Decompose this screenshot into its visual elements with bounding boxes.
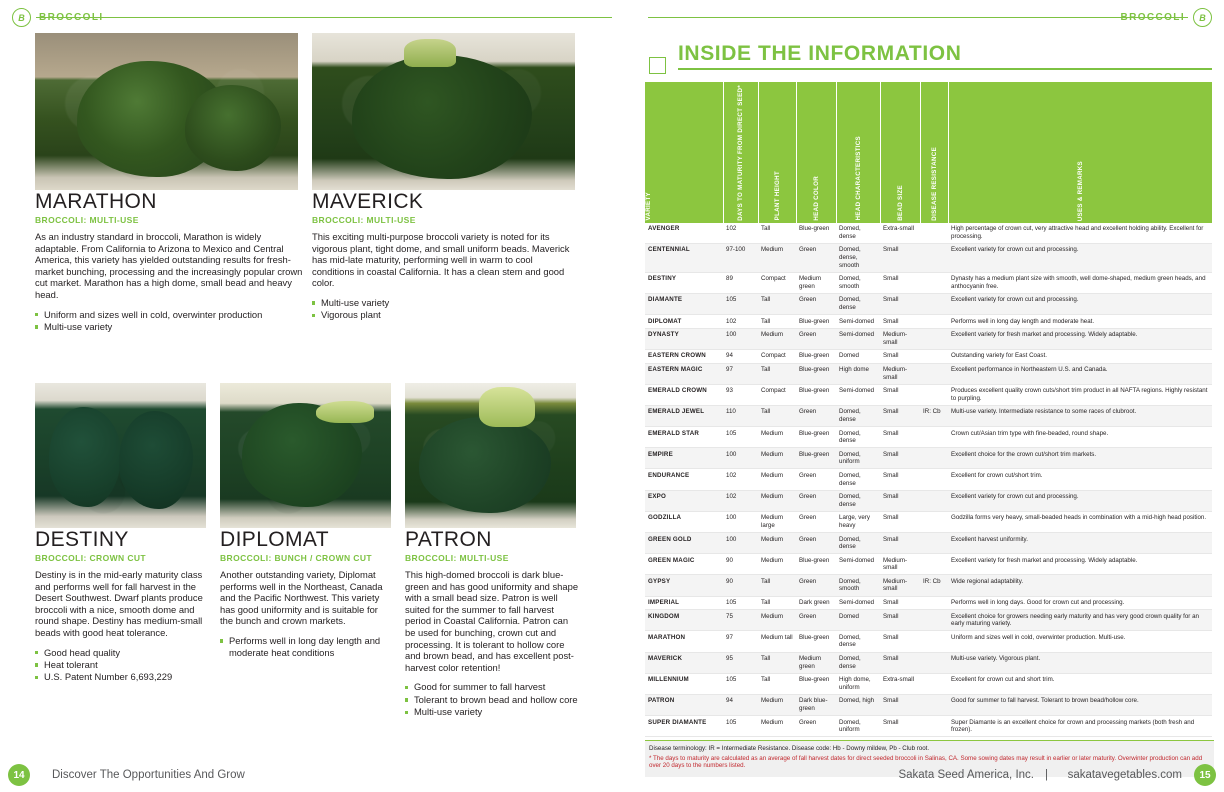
variety-bullets bbox=[312, 297, 577, 322]
cell bbox=[920, 243, 948, 272]
cell: Excellent variety for crown cut and processing. bbox=[948, 243, 1212, 272]
cell: 100 bbox=[723, 511, 758, 532]
col-days-to-maturity: DAYS TO MATURITY FROM DIRECT SEED* bbox=[723, 82, 758, 223]
table-row bbox=[645, 384, 1212, 405]
cell bbox=[920, 272, 948, 293]
cell: Small bbox=[880, 349, 920, 363]
cell-variety: CENTENNIAL bbox=[645, 243, 723, 272]
list-item: Performs well in long day length and moderate heat conditions bbox=[220, 635, 392, 660]
cell-variety: IMPERIAL bbox=[645, 596, 723, 610]
cell: Domed, dense bbox=[836, 405, 880, 426]
cell-variety: MARATHON bbox=[645, 631, 723, 652]
list-item: Heat tolerant bbox=[35, 659, 207, 671]
cell: 102 bbox=[723, 469, 758, 490]
cell-variety: AVENGER bbox=[645, 223, 723, 244]
cell: 95 bbox=[723, 652, 758, 673]
cell: 105 bbox=[723, 716, 758, 737]
cell: Medium bbox=[758, 448, 796, 469]
cell: Domed, dense bbox=[836, 490, 880, 511]
cell: Small bbox=[880, 716, 920, 737]
variety-bullets bbox=[35, 647, 207, 684]
cell: Green bbox=[796, 575, 836, 596]
variety-subtitle: BROCCOLI: MULTI-USE bbox=[35, 215, 139, 225]
cell: Blue-green bbox=[796, 554, 836, 575]
cell: 90 bbox=[723, 575, 758, 596]
cell: Domed, dense bbox=[836, 533, 880, 554]
col-head-color: HEAD COLOR bbox=[796, 82, 836, 223]
cell: Small bbox=[880, 533, 920, 554]
cell-variety: EXPO bbox=[645, 490, 723, 511]
cell: Excellent harvest uniformity. bbox=[948, 533, 1212, 554]
cell: Excellent variety for crown cut and processing. bbox=[948, 490, 1212, 511]
cell: Domed, smooth bbox=[836, 575, 880, 596]
col-plant-height: PLANT HEIGHT bbox=[758, 82, 796, 223]
footer-tagline: Discover The Opportunities And Grow bbox=[52, 769, 245, 781]
col-uses-remarks: USES & REMARKS bbox=[948, 82, 1212, 223]
cell: Domed bbox=[836, 349, 880, 363]
table-row bbox=[645, 349, 1212, 363]
footer-website[interactable]: sakatavegetables.com bbox=[1067, 769, 1182, 781]
cell-variety: EMERALD STAR bbox=[645, 427, 723, 448]
table-row bbox=[645, 652, 1212, 673]
table-row bbox=[645, 427, 1212, 448]
cell: Super Diamante is an excellent choice for crown and processing markets (both fresh and frozen). bbox=[948, 716, 1212, 737]
cell: Medium bbox=[758, 328, 796, 349]
cell: Blue-green bbox=[796, 631, 836, 652]
cell: Domed, dense bbox=[836, 652, 880, 673]
cell bbox=[920, 349, 948, 363]
variety-name: DIPLOMAT bbox=[220, 528, 329, 551]
variety-name: MAVERICK bbox=[312, 190, 424, 213]
cell: Green bbox=[796, 469, 836, 490]
cell: Small bbox=[880, 652, 920, 673]
cell: Medium bbox=[758, 427, 796, 448]
cell: Small bbox=[880, 469, 920, 490]
cell: Tall bbox=[758, 363, 796, 384]
cell: Tall bbox=[758, 596, 796, 610]
cell bbox=[920, 631, 948, 652]
table-row bbox=[645, 575, 1212, 596]
cell: Tall bbox=[758, 223, 796, 244]
cell: 89 bbox=[723, 272, 758, 293]
cell: High dome, uniform bbox=[836, 673, 880, 694]
variety-description: This exciting multi-purpose broccoli variety is noted for its vigorous plant, tight dome, and small uniform beads. Maverick has mid-late maturity, performing well in warm to cool conditions in coastal California. It has a clean stem and good color. bbox=[312, 231, 570, 289]
variety-block-patron bbox=[405, 528, 580, 719]
cell: Small bbox=[880, 243, 920, 272]
cell: Uniform and sizes well in cold, overwinter production. Multi-use. bbox=[948, 631, 1212, 652]
cell: Godzilla forms very heavy, small-beaded heads in combination with a mid-high head position. bbox=[948, 511, 1212, 532]
cell: Blue-green bbox=[796, 448, 836, 469]
cell: Small bbox=[880, 272, 920, 293]
variety-block-maverick bbox=[312, 190, 577, 322]
list-item: Multi-use variety bbox=[312, 297, 577, 309]
cell: Semi-domed bbox=[836, 315, 880, 329]
cell: 100 bbox=[723, 328, 758, 349]
cell: Small bbox=[880, 293, 920, 314]
table-row bbox=[645, 673, 1212, 694]
cell: Small bbox=[880, 448, 920, 469]
cell: Green bbox=[796, 243, 836, 272]
cell bbox=[920, 490, 948, 511]
list-item: Good for summer to fall harvest bbox=[405, 681, 580, 693]
cell bbox=[920, 533, 948, 554]
cell: Dynasty has a medium plant size with smooth, well dome-shaped, medium green heads, and anthocyanin free. bbox=[948, 272, 1212, 293]
destiny-broccoli-photo bbox=[35, 383, 206, 528]
disease-terminology-note: Disease terminology: IR = Intermediate Resistance. Disease code: Hb - Downy mildew, Pb - Club root. bbox=[649, 745, 930, 752]
cell: Good for summer to fall harvest. Tolerant to brown bead/hollow core. bbox=[948, 694, 1212, 715]
cell: Domed, smooth bbox=[836, 272, 880, 293]
cell-variety: KINGDOM bbox=[645, 610, 723, 631]
cell: 102 bbox=[723, 315, 758, 329]
cell-variety: SUPER DIAMANTE bbox=[645, 716, 723, 737]
cell: Small bbox=[880, 596, 920, 610]
cell: Blue-green bbox=[796, 384, 836, 405]
cell: Small bbox=[880, 511, 920, 532]
cell: Medium-small bbox=[880, 363, 920, 384]
cell-variety: EASTERN MAGIC bbox=[645, 363, 723, 384]
cell bbox=[920, 652, 948, 673]
cell: Tall bbox=[758, 575, 796, 596]
table-row bbox=[645, 631, 1212, 652]
cell: Domed, dense bbox=[836, 223, 880, 244]
cell-variety: GREEN GOLD bbox=[645, 533, 723, 554]
cell-variety: MAVERICK bbox=[645, 652, 723, 673]
cell: Blue-green bbox=[796, 363, 836, 384]
variety-subtitle: BROCCOLI: MULTI-USE bbox=[312, 215, 416, 225]
cell: Tall bbox=[758, 673, 796, 694]
cell-variety: MILLENNIUM bbox=[645, 673, 723, 694]
cell-variety: GODZILLA bbox=[645, 511, 723, 532]
table-row bbox=[645, 511, 1212, 532]
variety-name: PATRON bbox=[405, 528, 492, 551]
cell: Medium green bbox=[796, 272, 836, 293]
cell-variety: EMERALD JEWEL bbox=[645, 405, 723, 426]
table-row bbox=[645, 596, 1212, 610]
col-variety: VARIETY bbox=[645, 82, 723, 223]
table-row bbox=[645, 694, 1212, 715]
cell: 97 bbox=[723, 631, 758, 652]
variety-bullets bbox=[220, 635, 392, 660]
cell: Medium large bbox=[758, 511, 796, 532]
cell-variety: ENDURANCE bbox=[645, 469, 723, 490]
cell: Small bbox=[880, 694, 920, 715]
section-rule bbox=[678, 68, 1212, 70]
cell bbox=[920, 610, 948, 631]
section-marker-icon bbox=[649, 57, 666, 74]
cell: Medium bbox=[758, 716, 796, 737]
col-disease-resistance: DISEASE RESISTANCE bbox=[920, 82, 948, 223]
cell bbox=[920, 673, 948, 694]
cell: Excellent choice for the crown cut/short trim markets. bbox=[948, 448, 1212, 469]
table-row bbox=[645, 272, 1212, 293]
cell: Blue-green bbox=[796, 223, 836, 244]
cell-variety: GYPSY bbox=[645, 575, 723, 596]
variety-name: MARATHON bbox=[35, 190, 157, 213]
footer-company: Sakata Seed America, Inc. bbox=[898, 769, 1034, 781]
table-row bbox=[645, 469, 1212, 490]
table-header-row bbox=[645, 82, 1212, 223]
table-row bbox=[645, 554, 1212, 575]
cell: Excellent for crown cut and short trim. bbox=[948, 673, 1212, 694]
cell: 102 bbox=[723, 223, 758, 244]
cell: Small bbox=[880, 631, 920, 652]
cell: Performs well in long days. Good for crown cut and processing. bbox=[948, 596, 1212, 610]
table-row bbox=[645, 363, 1212, 384]
cell: Small bbox=[880, 405, 920, 426]
cell: Medium bbox=[758, 554, 796, 575]
cell: 102 bbox=[723, 490, 758, 511]
list-item: Multi-use variety bbox=[405, 706, 580, 718]
cell: Medium bbox=[758, 490, 796, 511]
cell: 100 bbox=[723, 448, 758, 469]
list-item: U.S. Patent Number 6,693,229 bbox=[35, 671, 207, 683]
cell: Small bbox=[880, 610, 920, 631]
cell bbox=[920, 511, 948, 532]
cell: IR: Cb bbox=[920, 575, 948, 596]
cell bbox=[920, 427, 948, 448]
cell: Green bbox=[796, 716, 836, 737]
cell: Excellent variety for fresh market and processing. Widely adaptable. bbox=[948, 554, 1212, 575]
cell bbox=[920, 694, 948, 715]
cell-variety: EASTERN CROWN bbox=[645, 349, 723, 363]
table-row bbox=[645, 533, 1212, 554]
cell bbox=[920, 223, 948, 244]
cell: Blue-green bbox=[796, 349, 836, 363]
cell: 110 bbox=[723, 405, 758, 426]
cell: Semi-domed bbox=[836, 328, 880, 349]
cell bbox=[920, 384, 948, 405]
cell: Semi-domed bbox=[836, 384, 880, 405]
col-bead-size: BEAD SIZE bbox=[880, 82, 920, 223]
cell: Extra-small bbox=[880, 223, 920, 244]
cell: 94 bbox=[723, 694, 758, 715]
cell: 105 bbox=[723, 596, 758, 610]
cell: Blue-green bbox=[796, 673, 836, 694]
cell bbox=[920, 315, 948, 329]
right-header-rule bbox=[648, 17, 1188, 18]
cell: Green bbox=[796, 511, 836, 532]
cell: High percentage of crown cut, very attractive head and excellent holding ability. Excellent for processing. bbox=[948, 223, 1212, 244]
list-item: Vigorous plant bbox=[312, 309, 577, 321]
cell: Excellent choice for growers needing early maturity and has very good crown quality for an early maturing variety. bbox=[948, 610, 1212, 631]
cell: Green bbox=[796, 533, 836, 554]
section-title: INSIDE THE INFORMATION bbox=[678, 42, 962, 65]
variety-bullets bbox=[35, 309, 303, 334]
cell: 105 bbox=[723, 427, 758, 448]
cell-variety: PATRON bbox=[645, 694, 723, 715]
cell: Crown cut/Asian trim type with fine-beaded, round shape. bbox=[948, 427, 1212, 448]
variety-description: This high-domed broccoli is dark blue-green and has good uniformity and shape with a small bead size. Patron is well suited for the summer to fall harvest period in Coastal California. Patron can be used for bunching, crown cut and processing. It is tolerant to hollow core and brown bead, and has excellent post-harvest color retention! bbox=[405, 569, 579, 673]
cell: Domed, dense bbox=[836, 427, 880, 448]
cell: Outstanding variety for East Coast. bbox=[948, 349, 1212, 363]
variety-description: Destiny is in the mid-early maturity class and performs well for fall harvest in the Desert Southwest. Dwarf plants produce broccoli with a nice, smooth dome and round shape. Destiny has medium-small beads with good heat tolerance. bbox=[35, 569, 203, 638]
cell bbox=[920, 596, 948, 610]
cell-variety: DYNASTY bbox=[645, 328, 723, 349]
cell: Semi-domed bbox=[836, 554, 880, 575]
cell: Excellent performance in Northeastern U.S. and Canada. bbox=[948, 363, 1212, 384]
cell: Medium-small bbox=[880, 554, 920, 575]
cell: 93 bbox=[723, 384, 758, 405]
variety-block-diplomat bbox=[220, 528, 392, 660]
cell: High dome bbox=[836, 363, 880, 384]
cell: Small bbox=[880, 427, 920, 448]
list-item: Good head quality bbox=[35, 647, 207, 659]
table-body bbox=[645, 223, 1212, 737]
cell: 100 bbox=[723, 533, 758, 554]
cell: Medium bbox=[758, 694, 796, 715]
maverick-broccoli-photo bbox=[312, 33, 575, 190]
cell bbox=[920, 363, 948, 384]
cell: Medium bbox=[758, 469, 796, 490]
cell: Domed, uniform bbox=[836, 716, 880, 737]
cell: Domed, dense, smooth bbox=[836, 243, 880, 272]
cell bbox=[920, 554, 948, 575]
cell-variety: EMERALD CROWN bbox=[645, 384, 723, 405]
cell: Performs well in long day length and moderate heat. bbox=[948, 315, 1212, 329]
cell: Wide regional adaptability. bbox=[948, 575, 1212, 596]
cell-variety: EMPIRE bbox=[645, 448, 723, 469]
cell: Large, very heavy bbox=[836, 511, 880, 532]
variety-description: Another outstanding variety, Diplomat performs well in the Northeast, Canada and the Pacific Northwest. This variety has good uniformity and is suitable for the bunch and crown markets. bbox=[220, 569, 383, 627]
broccoli-badge-icon: B bbox=[12, 8, 31, 27]
cell: Domed, uniform bbox=[836, 448, 880, 469]
cell: IR: Cb bbox=[920, 405, 948, 426]
variety-description: As an industry standard in broccoli, Marathon is widely adaptable. From California to Arizona to Mexico and Central America, this variety has yielded outstanding results for fresh-market bunching, processing and the increasingly popular crown cut market. Marathon has a high dome, small bead and heavy head. bbox=[35, 231, 303, 300]
cell: Green bbox=[796, 490, 836, 511]
cell-variety: DIAMANTE bbox=[645, 293, 723, 314]
variety-chart-table bbox=[645, 82, 1212, 737]
cell: Blue-green bbox=[796, 427, 836, 448]
table-row bbox=[645, 293, 1212, 314]
diplomat-broccoli-photo bbox=[220, 383, 391, 528]
broccoli-badge-icon: B bbox=[1193, 8, 1212, 27]
variety-subtitle: BROCCOLI: MULTI-USE bbox=[405, 553, 509, 563]
list-item: Tolerant to brown bead and hollow core bbox=[405, 694, 580, 706]
variety-bullets bbox=[405, 681, 580, 718]
cell: Green bbox=[796, 328, 836, 349]
cell: Compact bbox=[758, 349, 796, 363]
cell: Multi-use variety. Intermediate resistance to some races of clubroot. bbox=[948, 405, 1212, 426]
cell: Tall bbox=[758, 293, 796, 314]
cell: Tall bbox=[758, 652, 796, 673]
cell: Multi-use variety. Vigorous plant. bbox=[948, 652, 1212, 673]
marathon-broccoli-photo bbox=[35, 33, 298, 190]
cell: Small bbox=[880, 490, 920, 511]
cell: Medium-small bbox=[880, 328, 920, 349]
cell: 105 bbox=[723, 293, 758, 314]
cell: Medium green bbox=[796, 652, 836, 673]
cell: Domed, dense bbox=[836, 469, 880, 490]
left-header-rule bbox=[36, 17, 612, 18]
cell: 94 bbox=[723, 349, 758, 363]
table-row bbox=[645, 610, 1212, 631]
cell: Excellent variety for crown cut and processing. bbox=[948, 293, 1212, 314]
table-row bbox=[645, 716, 1212, 737]
cell: Dark green bbox=[796, 596, 836, 610]
cell: Green bbox=[796, 405, 836, 426]
page-number-left: 14 bbox=[8, 764, 30, 786]
cell bbox=[920, 293, 948, 314]
cell: Excellent for crown cut/short trim. bbox=[948, 469, 1212, 490]
cell-variety: DESTINY bbox=[645, 272, 723, 293]
cell-variety: DIPLOMAT bbox=[645, 315, 723, 329]
list-item: Multi-use variety bbox=[35, 321, 303, 333]
cell: 97-100 bbox=[723, 243, 758, 272]
cell: Semi-domed bbox=[836, 596, 880, 610]
cell: Domed bbox=[836, 610, 880, 631]
cell: Compact bbox=[758, 384, 796, 405]
cell: 90 bbox=[723, 554, 758, 575]
table-row bbox=[645, 328, 1212, 349]
cell: Green bbox=[796, 610, 836, 631]
table-row bbox=[645, 243, 1212, 272]
cell: Dark blue-green bbox=[796, 694, 836, 715]
cell: Blue-green bbox=[796, 315, 836, 329]
cell bbox=[920, 716, 948, 737]
cell: Medium bbox=[758, 533, 796, 554]
col-head-characteristics: HEAD CHARACTERISTICS bbox=[836, 82, 880, 223]
table-row bbox=[645, 315, 1212, 329]
cell: Tall bbox=[758, 405, 796, 426]
footer-separator: | bbox=[1045, 769, 1048, 781]
cell: Excellent variety for fresh market and processing. Widely adaptable. bbox=[948, 328, 1212, 349]
table-row bbox=[645, 405, 1212, 426]
cell: Tall bbox=[758, 315, 796, 329]
table-row bbox=[645, 223, 1212, 244]
table-row bbox=[645, 448, 1212, 469]
variety-block-marathon bbox=[35, 190, 303, 333]
cell: Small bbox=[880, 384, 920, 405]
cell: Small bbox=[880, 315, 920, 329]
cell bbox=[920, 328, 948, 349]
variety-subtitle: BROCCOLI: CROWN CUT bbox=[35, 553, 147, 563]
cell: Green bbox=[796, 293, 836, 314]
cell: Medium-small bbox=[880, 575, 920, 596]
list-item: Uniform and sizes well in cold, overwinter production bbox=[35, 309, 303, 321]
variety-subtitle: BROCCOLI: BUNCH / CROWN CUT bbox=[220, 553, 372, 563]
cell: Medium tall bbox=[758, 631, 796, 652]
cell: Domed, dense bbox=[836, 631, 880, 652]
page-number-right: 15 bbox=[1194, 764, 1216, 786]
cell: Produces excellent quality crown cuts/short trim product in all NAFTA regions. Highly resistant to purpling. bbox=[948, 384, 1212, 405]
patron-broccoli-photo bbox=[405, 383, 576, 528]
cell: Extra-small bbox=[880, 673, 920, 694]
cell-variety: GREEN MAGIC bbox=[645, 554, 723, 575]
variety-name: DESTINY bbox=[35, 528, 129, 551]
cell: 97 bbox=[723, 363, 758, 384]
cell: 75 bbox=[723, 610, 758, 631]
cell: Medium bbox=[758, 243, 796, 272]
cell: Compact bbox=[758, 272, 796, 293]
cell: Medium bbox=[758, 610, 796, 631]
cell bbox=[920, 469, 948, 490]
cell bbox=[920, 448, 948, 469]
maturity-footnote: * The days to maturity are calculated as an average of fall harvest dates for direct seeded broccoli in Salinas, CA. Some sowing dates may result in earlier or later maturity. Overwinter production can add over 20 days to the numbers listed. bbox=[649, 754, 1203, 770]
cell: Domed, high bbox=[836, 694, 880, 715]
table-row bbox=[645, 490, 1212, 511]
cell: 105 bbox=[723, 673, 758, 694]
cell: Domed, dense bbox=[836, 293, 880, 314]
variety-block-destiny bbox=[35, 528, 207, 684]
